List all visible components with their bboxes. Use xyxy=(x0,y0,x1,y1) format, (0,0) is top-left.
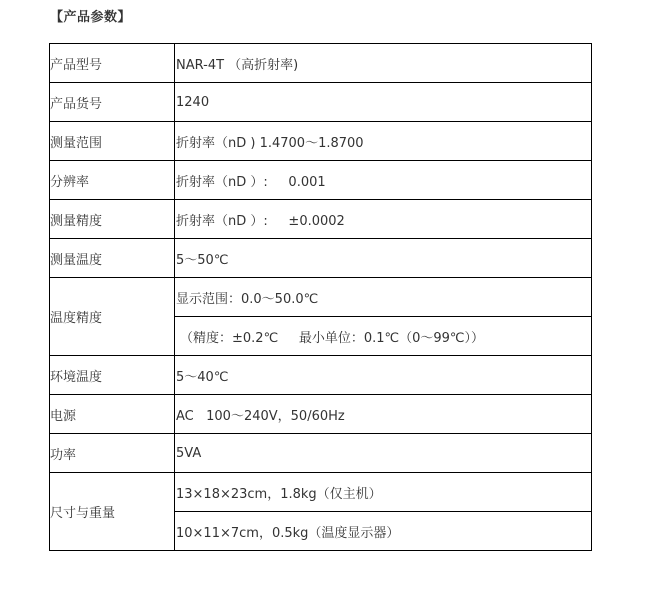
param-value-display-unit-dimensions: 10×11×7cm，0.5kg（温度显示器） xyxy=(175,512,592,551)
param-label-ambient-temperature: 环境温度 xyxy=(50,356,175,395)
table-row xyxy=(50,200,592,239)
param-value-power: 5VA xyxy=(175,434,592,473)
table-row xyxy=(50,161,592,200)
param-label-resolution: 分辨率 xyxy=(50,161,175,200)
param-value-accuracy: 折射率（nD ）: ±0.0002 xyxy=(175,200,592,239)
table-row xyxy=(50,83,592,122)
table-row xyxy=(50,239,592,278)
param-label-dimensions-weight: 尺寸与重量 xyxy=(50,473,175,551)
param-value-ambient-temperature: 5～40℃ xyxy=(175,356,592,395)
param-label-power-supply: 电源 xyxy=(50,395,175,434)
table-row xyxy=(50,356,592,395)
param-label-measuring-range: 测量范围 xyxy=(50,122,175,161)
param-label-temperature-accuracy: 温度精度 xyxy=(50,278,175,356)
table-row xyxy=(50,122,592,161)
param-value-item-number: 1240 xyxy=(175,83,592,122)
param-value-model: NAR-4T （高折射率) xyxy=(175,44,592,83)
param-label-power: 功率 xyxy=(50,434,175,473)
param-label-item-number: 产品货号 xyxy=(50,83,175,122)
param-value-temperature-precision: （精度：±0.2℃ 最小单位：0.1℃（0～99℃）） xyxy=(175,317,592,356)
param-label-accuracy: 测量精度 xyxy=(50,200,175,239)
param-value-display-range: 显示范围：0.0～50.0℃ xyxy=(175,278,592,317)
param-label-measuring-temperature: 测量温度 xyxy=(50,239,175,278)
param-value-power-supply: AC 100～240V，50/60Hz xyxy=(175,395,592,434)
param-value-resolution: 折射率（nD ）: 0.001 xyxy=(175,161,592,200)
param-value-measuring-temperature: 5～50℃ xyxy=(175,239,592,278)
table-row xyxy=(50,395,592,434)
section-heading: 【产品参数】 xyxy=(50,10,132,25)
table-row xyxy=(50,278,592,317)
table-row xyxy=(50,473,592,512)
table-row xyxy=(50,44,592,83)
product-parameters-table xyxy=(49,43,592,551)
param-value-measuring-range: 折射率（nD ) 1.4700～1.8700 xyxy=(175,122,592,161)
param-value-main-unit-dimensions: 13×18×23cm，1.8kg（仅主机） xyxy=(175,473,592,512)
table-row xyxy=(50,434,592,473)
param-label-model: 产品型号 xyxy=(50,44,175,83)
